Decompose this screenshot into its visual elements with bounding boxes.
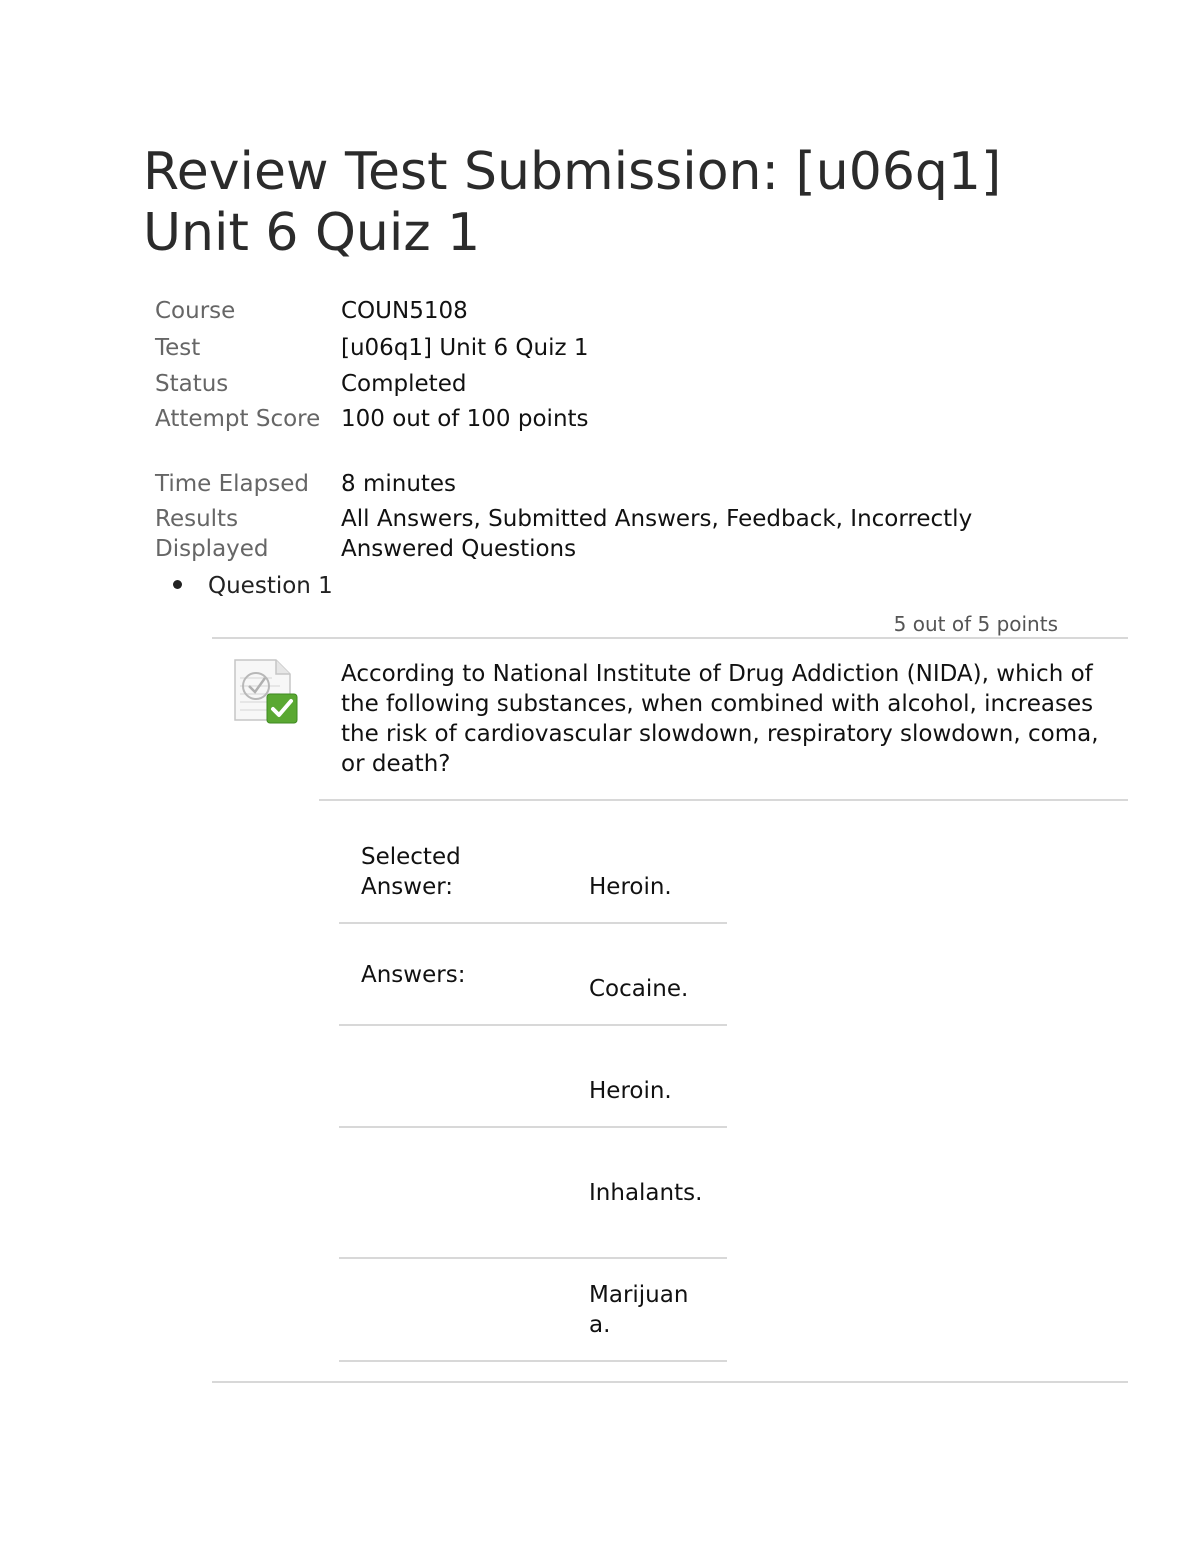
status-value: Completed: [341, 371, 467, 397]
submission-summary: [155, 294, 1075, 564]
answers-label: Answers:: [361, 962, 466, 988]
answer-option-4: Marijuana.: [589, 1282, 689, 1338]
summary-row-course: [155, 294, 1075, 333]
question-title: Question 1: [208, 573, 333, 599]
test-label: Test: [155, 335, 201, 361]
correct-check-icon: [232, 658, 300, 726]
status-label: Status: [155, 371, 229, 397]
summary-row-test: [155, 333, 1075, 369]
answer-option-2: Heroin.: [589, 1078, 672, 1104]
results-label: Results Displayed: [155, 506, 269, 562]
time-value: 8 minutes: [341, 471, 457, 497]
results-value: All Answers, Submitted Answers, Feedback, Incorrectly Answered Questions: [341, 506, 973, 562]
selected-row-divider: [339, 922, 727, 924]
score-value: 100 out of 100 points: [341, 406, 589, 432]
course-value: COUN5108: [341, 298, 468, 324]
summary-row-time: [155, 469, 1075, 504]
answer-row-divider-4: [339, 1360, 727, 1362]
summary-row-results: [155, 504, 1075, 564]
bullet-icon: [173, 580, 182, 589]
question-heading: [173, 570, 333, 602]
question-top-divider: [212, 637, 1128, 639]
answer-row-divider-3: [339, 1257, 727, 1259]
summary-row-score: [155, 404, 1075, 469]
answer-option-3: Inhalants.: [589, 1180, 703, 1206]
answer-option-1: Cocaine.: [589, 976, 689, 1002]
answer-row-divider-1: [339, 1024, 727, 1026]
question-points: 5 out of 5 points: [893, 612, 1058, 636]
question-bottom-divider: [212, 1381, 1128, 1383]
summary-row-status: [155, 369, 1075, 404]
score-label: Attempt Score: [155, 406, 321, 432]
course-label: Course: [155, 298, 236, 324]
time-label: Time Elapsed: [155, 471, 309, 497]
answer-row-divider-2: [339, 1126, 727, 1128]
page-title: Review Test Submission: [u06q1] Unit 6 Quiz 1: [143, 142, 1002, 263]
test-value: [u06q1] Unit 6 Quiz 1: [341, 335, 589, 361]
selected-answer-value: Heroin.: [589, 874, 672, 900]
selected-answer-label: Selected Answer:: [361, 844, 461, 900]
question-text: According to National Institute of Drug Addiction (NIDA), which of the following substances, when combined with alcohol, increases the risk of cardiovascular slowdown, respiratory slowdown, coma, or death?: [341, 661, 1099, 777]
question-text-divider: [319, 799, 1128, 801]
